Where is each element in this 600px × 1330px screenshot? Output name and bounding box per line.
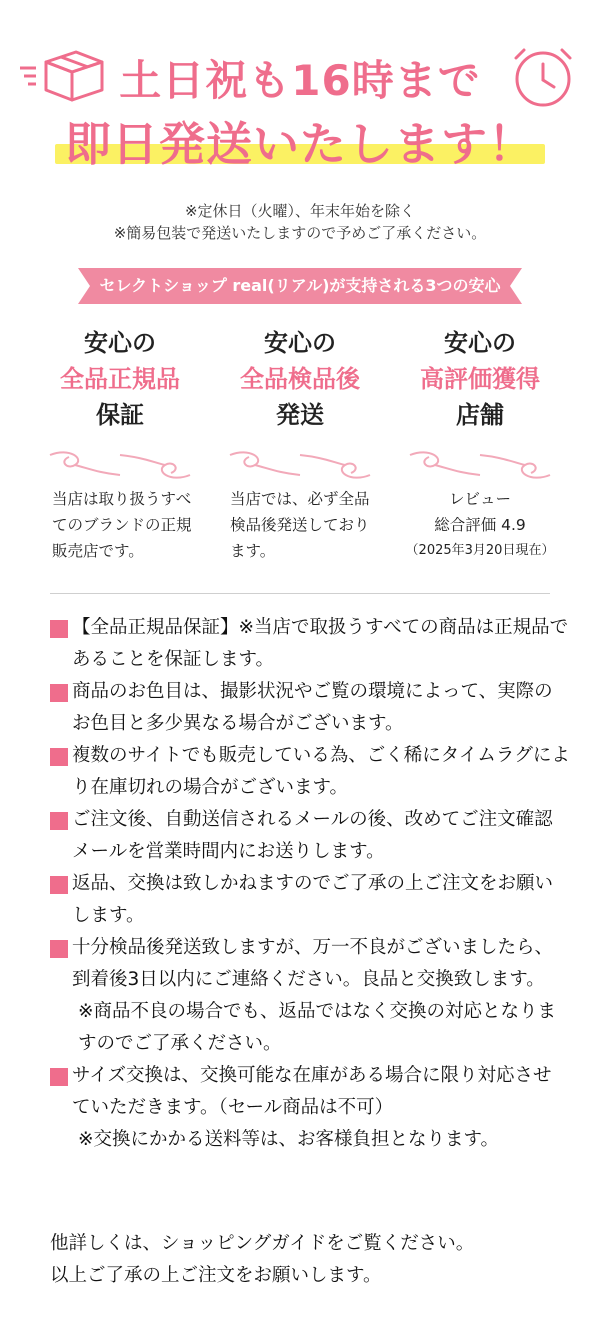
footer-line1: 他詳しくは、ショッピングガイドをご覧ください。 <box>50 1233 475 1254</box>
feature-label-bottom: 発送 <box>276 401 324 429</box>
review-label: レビュー <box>448 490 511 508</box>
feature-label-bottom: 保証 <box>96 401 144 429</box>
flourish-ornament-icon <box>225 445 375 485</box>
policy-list <box>50 612 570 1156</box>
flourish-ornament-icon <box>45 445 195 485</box>
feature-description: 当店は取り扱うすべてのブランドの正規販売店です。 <box>52 490 192 560</box>
bullet-square-icon <box>50 812 68 830</box>
review-score: 総合評価 4.9 <box>434 516 526 534</box>
section-divider <box>50 593 550 594</box>
policy-item: 返品、交換は致しかねますのでご了承の上ご注文をお願いします。 <box>50 868 570 932</box>
feature-authentic <box>30 325 210 485</box>
bullet-square-icon <box>50 748 68 766</box>
policy-item: 複数のサイトでも販売している為、ごく稀にタイムラグにより在庫切れの場合がございます。 <box>50 740 570 804</box>
footer-line2: 以上ご了承の上ご注文をお願いします。 <box>50 1265 382 1286</box>
policy-item: 商品のお色目は、撮影状況やご覧の環境によって、実際のお色目と多少異なる場合がございます。 <box>50 676 570 740</box>
policy-subnote: ※交換にかかる送料等は、お客様負担となります。 <box>78 1129 500 1150</box>
shipping-notes <box>0 200 600 244</box>
hero-banner <box>0 0 600 180</box>
bullet-square-icon <box>50 620 68 638</box>
bullet-square-icon <box>50 684 68 702</box>
feature-label-highlight: 全品検品後 <box>240 365 360 393</box>
feature-description: 当店では、必ず全品検品後発送しております。 <box>230 490 370 560</box>
bullet-square-icon <box>50 876 68 894</box>
feature-rating <box>390 325 570 485</box>
flourish-ornament-icon <box>405 445 555 485</box>
feature-label-top: 安心の <box>444 329 516 357</box>
footer-note <box>50 1228 474 1292</box>
feature-description <box>400 486 560 564</box>
review-date: （2025年3月20日現在） <box>405 543 555 558</box>
policy-subnote: ※商品不良の場合でも、返品ではなく交換の対応となりますのでご了承ください。 <box>78 1001 557 1054</box>
note-holiday: ※定休日（火曜）、年末年始を除く <box>184 202 416 220</box>
policy-item: サイズ交換は、交換可能な在庫がある場合に限り対応させていただきます。（セール商品は不可） ※交換にかかる送料等は、お客様負担となります。 <box>50 1060 570 1156</box>
feature-inspected <box>210 325 390 485</box>
feature-label-highlight: 全品正規品 <box>60 365 180 393</box>
policy-item: 【全品正規品保証】※当店で取扱うすべての商品は正規品であることを保証します。 <box>50 612 570 676</box>
note-packaging: ※簡易包装で発送いたしますので予めご了承ください。 <box>113 224 487 242</box>
policy-item: 十分検品後発送致しますが、万一不良がございましたら、到着後3日以内にご連絡ください。良品と交換致します。 ※商品不良の場合でも、返品ではなく交換の対応となりますのでご了承ください。 <box>50 932 570 1060</box>
policy-item: ご注文後、自動送信されるメールの後、改めてご注文確認メールを営業時間内にお送りします。 <box>50 804 570 868</box>
ribbon-text: セレクトショップ real(リアル)が支持される3つの安心 <box>99 276 501 295</box>
feature-label-top: 安心の <box>264 329 336 357</box>
hero-title-line2: 即日発送いたします！ <box>65 117 535 171</box>
feature-label-highlight: 高評価獲得 <box>420 365 540 393</box>
bullet-square-icon <box>50 1068 68 1086</box>
feature-label-top: 安心の <box>84 329 156 357</box>
bullet-square-icon <box>50 940 68 958</box>
feature-label-bottom: 店舗 <box>456 401 504 429</box>
hero-title-line1: 土日祝も16時まで <box>119 56 481 105</box>
